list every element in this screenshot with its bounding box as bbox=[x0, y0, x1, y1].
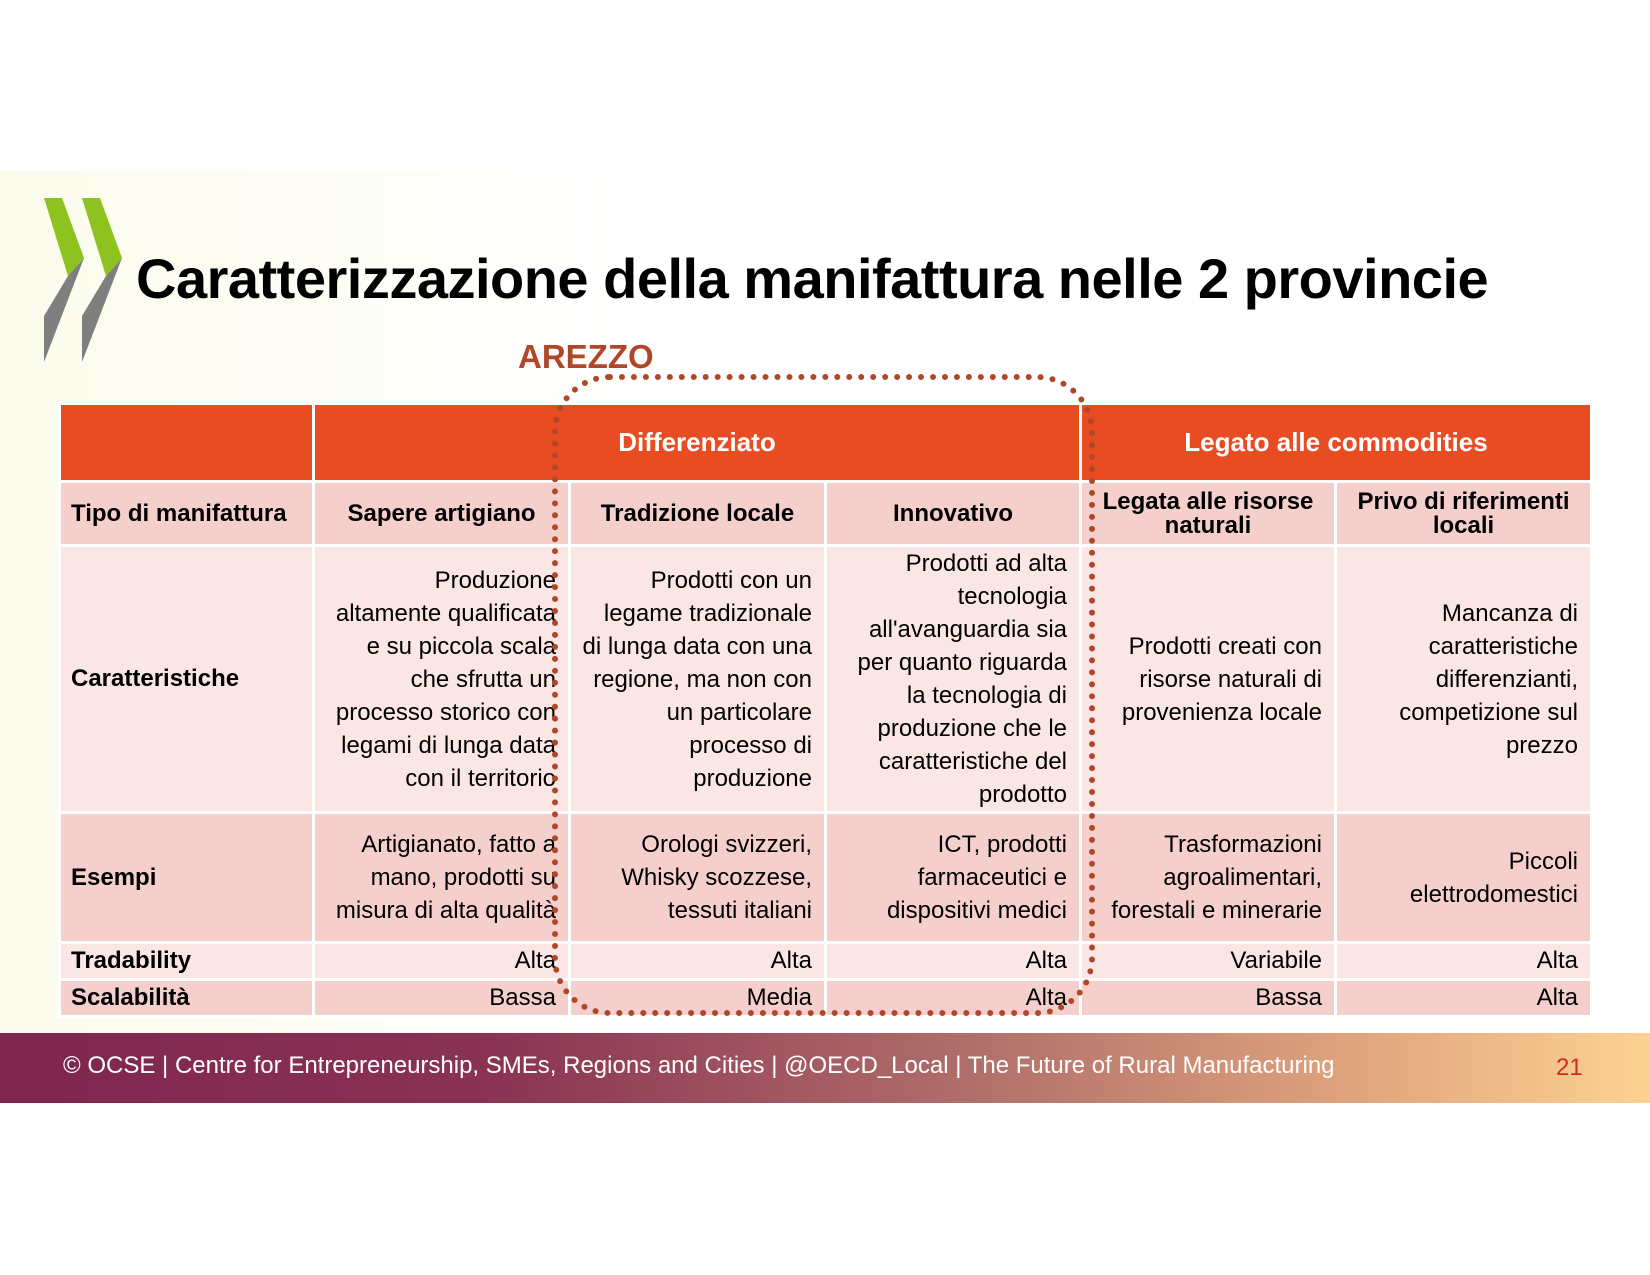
row-label: Tradability bbox=[60, 943, 314, 980]
footer-text: © OCSE | Centre for Entrepreneurship, SMEs, Regions and Cities | @OECD_Local | The Future of Rural Manufacturing bbox=[63, 1052, 1335, 1079]
row-header-label: Tipo di manifattura bbox=[60, 482, 314, 546]
column-header: Innovativo bbox=[826, 482, 1081, 546]
table-cell: Produzione altamente qualificata e su piccola scala che sfrutta un processo storico con legami di lunga data con il territorio bbox=[314, 546, 570, 813]
table-cell: Variabile bbox=[1081, 943, 1336, 980]
table-cell: Bassa bbox=[314, 980, 570, 1017]
table-cell: Prodotti creati con risorse naturali di provenienza locale bbox=[1081, 546, 1336, 813]
table-cell: ICT, prodotti farmaceutici e dispositivi medici bbox=[826, 813, 1081, 943]
row-label: Esempi bbox=[60, 813, 314, 943]
group-header-commodities: Legato alle commodities bbox=[1081, 404, 1592, 482]
table-cell: Mancanza di caratteristiche differenzianti, competizione sul prezzo bbox=[1336, 546, 1592, 813]
table-row bbox=[60, 546, 1592, 813]
row-label: Caratteristiche bbox=[60, 546, 314, 813]
footer-bar bbox=[0, 1033, 1650, 1103]
table-row bbox=[60, 943, 1592, 980]
table-row bbox=[60, 980, 1592, 1017]
column-header: Tradizione locale bbox=[570, 482, 826, 546]
oecd-logo-icon bbox=[42, 198, 132, 362]
table-cell: Alta bbox=[826, 943, 1081, 980]
column-header: Sapere artigiano bbox=[314, 482, 570, 546]
table-cell: Alta bbox=[826, 980, 1081, 1017]
column-header-row bbox=[60, 482, 1592, 546]
column-header: Legata alle risorse naturali bbox=[1081, 482, 1336, 546]
table-cell: Alta bbox=[314, 943, 570, 980]
table-cell: Media bbox=[570, 980, 826, 1017]
column-header: Privo di riferimenti locali bbox=[1336, 482, 1592, 546]
table-cell: Piccoli elettrodomestici bbox=[1336, 813, 1592, 943]
group-header-differenziato: Differenziato bbox=[314, 404, 1081, 482]
group-header-row bbox=[60, 404, 1592, 482]
table-cell: Alta bbox=[1336, 980, 1592, 1017]
table-cell: Trasformazioni agroalimentari, forestali e minerarie bbox=[1081, 813, 1336, 943]
page-number: 21 bbox=[1556, 1054, 1583, 1081]
table-cell: Bassa bbox=[1081, 980, 1336, 1017]
group-header-empty bbox=[60, 404, 314, 482]
table-cell: Orologi svizzeri, Whisky scozzese, tessuti italiani bbox=[570, 813, 826, 943]
table-cell: Alta bbox=[570, 943, 826, 980]
manufacturing-table bbox=[58, 402, 1593, 1018]
table-cell: Alta bbox=[1336, 943, 1592, 980]
table-cell: Artigianato, fatto a mano, prodotti su misura di alta qualità bbox=[314, 813, 570, 943]
arezzo-annotation: AREZZO bbox=[518, 338, 654, 375]
table-cell: Prodotti con un legame tradizionale di lunga data con una regione, ma non con un particolare processo di produzione bbox=[570, 546, 826, 813]
table-cell: Prodotti ad alta tecnologia all'avanguardia sia per quanto riguarda la tecnologia di produzione che le caratteristiche del prodotto bbox=[826, 546, 1081, 813]
row-label: Scalabilità bbox=[60, 980, 314, 1017]
table-row bbox=[60, 813, 1592, 943]
slide-title: Caratterizzazione della manifattura nelle 2 provincie bbox=[136, 247, 1489, 310]
